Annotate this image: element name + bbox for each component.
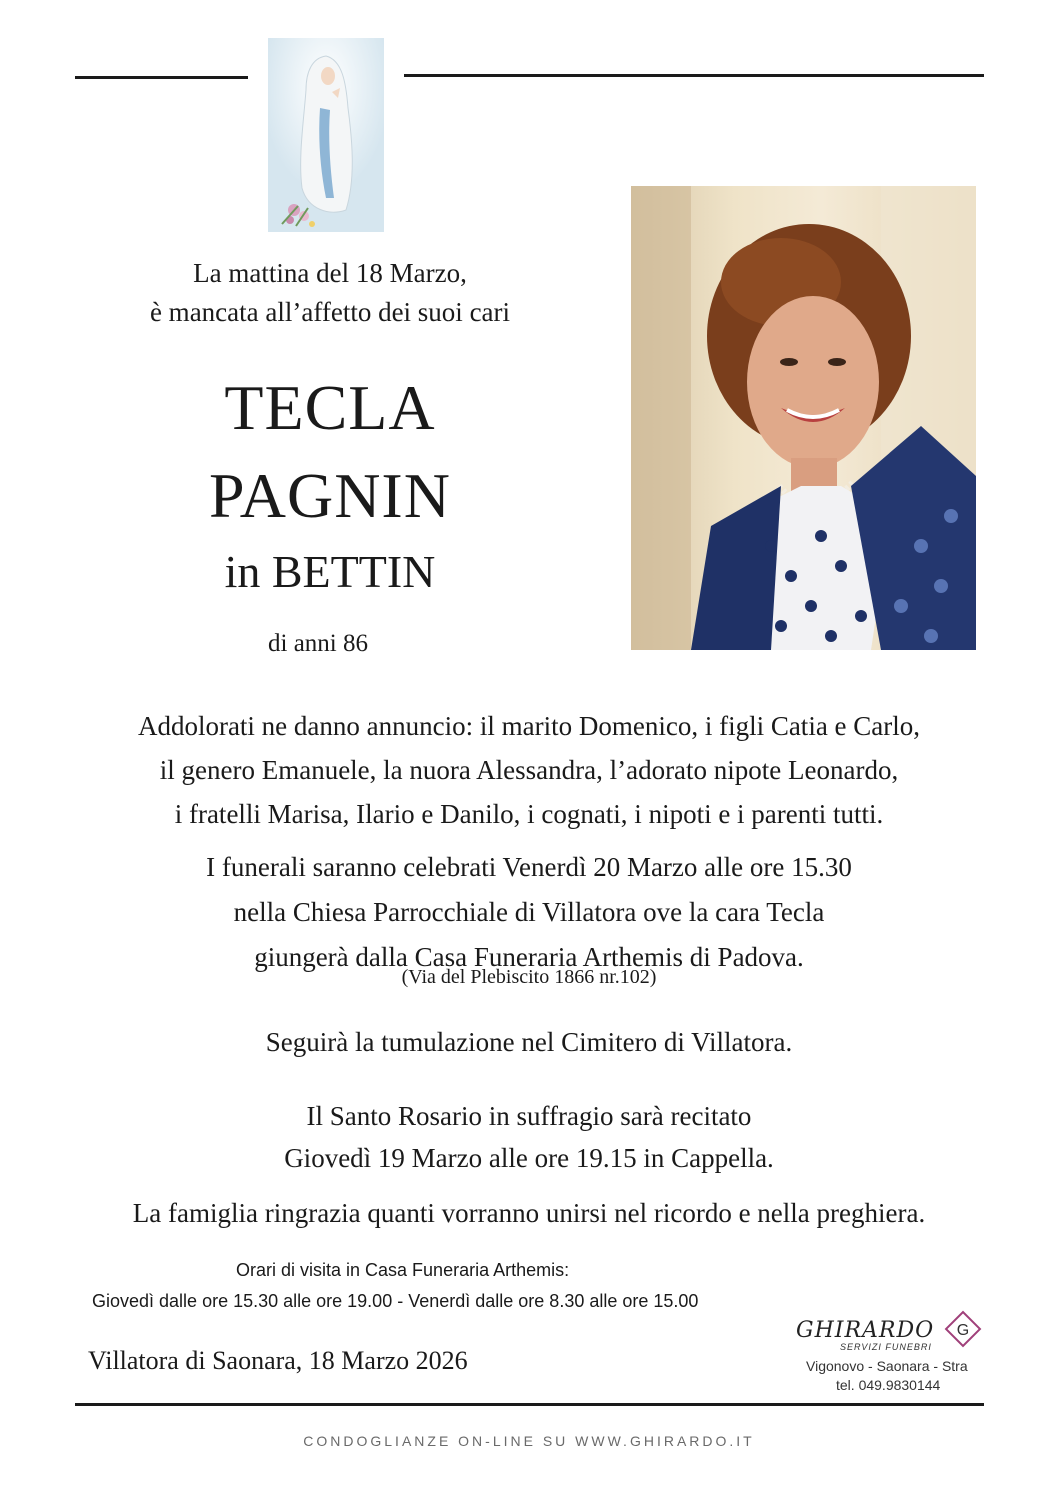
deceased-married-name: in BETTIN bbox=[224, 546, 436, 597]
deceased-photo bbox=[631, 186, 976, 650]
funeral-home-logo-icon bbox=[942, 1308, 984, 1350]
funeral-home-address: (Via del Plebiscito 1866 nr.102) bbox=[401, 966, 657, 988]
thanks-text: La famiglia ringrazia quanti vorranno unirsi nel ricordo e nella preghiera. bbox=[132, 1198, 926, 1228]
funeral-line-2: nella Chiesa Parrocchiale di Villatora ove la cara Tecla bbox=[233, 897, 825, 927]
funeral-line-1: I funerali saranno celebrati Venerdì 20 Marzo alle ore 15.30 bbox=[206, 852, 852, 882]
intro-text bbox=[90, 254, 570, 332]
madonna-illustration bbox=[268, 38, 384, 232]
funeral-home-logo-letter: G bbox=[956, 1322, 970, 1339]
announcement-line-1: Addolorati ne danno annuncio: il marito Domenico, i figli Catia e Carlo, bbox=[137, 711, 921, 741]
visiting-title: Orari di visita in Casa Funeraria Arthemis: bbox=[236, 1260, 570, 1280]
deceased-last-name: PAGNIN bbox=[209, 460, 451, 531]
top-rule-right bbox=[404, 74, 984, 77]
funeral-home-places: Vigonovo - Saonara - Stra bbox=[806, 1358, 968, 1374]
deceased-first-name: TECLA bbox=[224, 372, 436, 443]
intro-line-2: è mancata all’affetto dei suoi cari bbox=[149, 297, 511, 327]
deceased-age: di anni 86 bbox=[268, 630, 368, 657]
visiting-hours: Giovedì dalle ore 15.30 alle ore 19.00 - Venerdì dalle ore 8.30 alle ore 15.00 bbox=[92, 1291, 699, 1311]
announcement-line-3: i fratelli Marisa, Ilario e Danilo, i cognati, i nipoti e i parenti tutti. bbox=[174, 799, 884, 829]
top-rule-left bbox=[75, 76, 248, 79]
madonna-image bbox=[268, 38, 384, 232]
funeral-home-name: GHIRARDO bbox=[796, 1318, 935, 1343]
place-date: Villatora di Saonara, 18 Marzo 2026 bbox=[88, 1346, 468, 1375]
funeral-home-subtitle: SERVIZI FUNEBRI bbox=[840, 1342, 932, 1352]
footer-condolences: CONDOGLIANZE ON-LINE SU WWW.GHIRARDO.IT bbox=[303, 1433, 755, 1449]
funeral-home-phone: tel. 049.9830144 bbox=[836, 1377, 941, 1393]
announcement-text bbox=[40, 704, 1018, 836]
rosary-line-1: Il Santo Rosario in suffragio sarà recitato bbox=[306, 1101, 752, 1131]
rosary-text bbox=[40, 1095, 1018, 1179]
funeral-text bbox=[40, 845, 1018, 980]
portrait-illustration bbox=[631, 186, 976, 650]
bottom-rule bbox=[75, 1403, 984, 1406]
funeral-line-3: giungerà dalla Casa Funeraria Arthemis di Padova. bbox=[254, 942, 804, 972]
rosary-line-2: Giovedì 19 Marzo alle ore 19.15 in Cappella. bbox=[284, 1143, 774, 1173]
burial-text: Seguirà la tumulazione nel Cimitero di Villatora. bbox=[265, 1027, 793, 1057]
intro-line-1: La mattina del 18 Marzo, bbox=[193, 258, 467, 288]
announcement-line-2: il genero Emanuele, la nuora Alessandra, l’adorato nipote Leonardo, bbox=[159, 755, 899, 785]
